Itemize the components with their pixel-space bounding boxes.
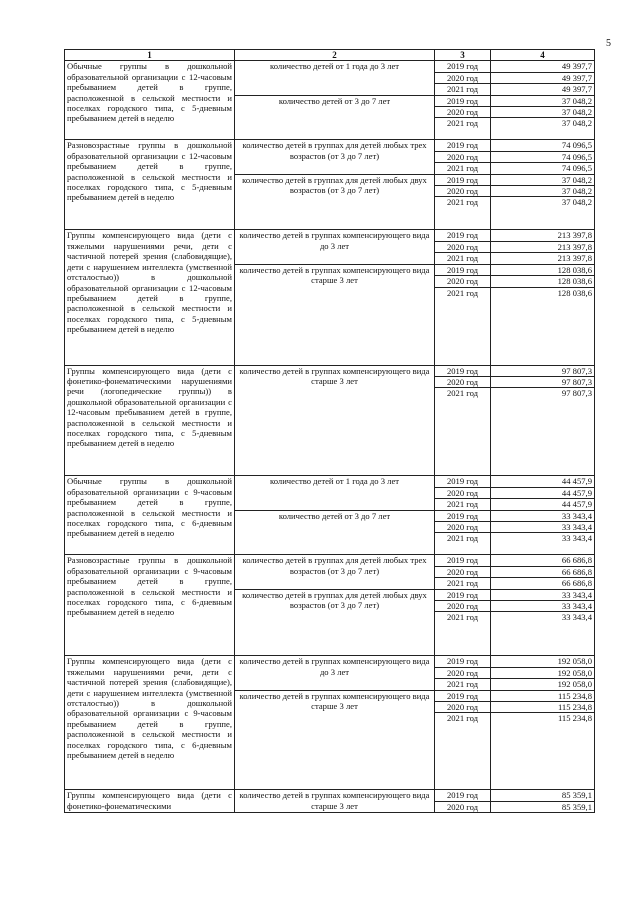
group-name-cell: Обычные группы в дошкольной образовательной организации с 12-часовым пребыванием детей в группе, расположенной в сельской местности и поселках городского типа, с 5-дневным пребыванием детей в неделю (65, 61, 235, 140)
table-row (65, 61, 595, 72)
year-cell: 2020 год (435, 600, 491, 611)
year-cell: 2020 год (435, 151, 491, 162)
amount-cell: 37 048,2 (491, 118, 595, 140)
amount-cell: 66 686,8 (491, 566, 595, 577)
year-cell: 2020 год (435, 241, 491, 252)
group-name-cell: Разновозрастные группы в дошкольной образовательной организации с 12-часовым пребыванием детей в группе, расположенной в сельской местности и поселках городского типа, с 5-дневным пребыванием детей в неделю (65, 140, 235, 230)
year-cell: 2019 год (435, 61, 491, 72)
year-cell: 2019 год (435, 656, 491, 667)
indicator-cell: количество детей от 1 года до 3 лет (235, 476, 435, 510)
amount-cell: 115 234,8 (491, 702, 595, 713)
indicator-cell: количество детей в группах для детей любых двух возрастов (от 3 до 7 лет) (235, 589, 435, 656)
tariff-table (64, 49, 595, 813)
year-cell: 2020 год (435, 667, 491, 678)
year-cell: 2021 год (435, 253, 491, 264)
amount-cell: 85 359,1 (491, 790, 595, 801)
amount-cell: 74 096,5 (491, 140, 595, 151)
amount-cell: 85 359,1 (491, 801, 595, 812)
amount-cell: 33 343,4 (491, 600, 595, 611)
indicator-cell: количество детей от 3 до 7 лет (235, 95, 435, 140)
indicator-cell: количество детей в группах для детей любых трех возрастов (от 3 до 7 лет) (235, 555, 435, 589)
table-row (65, 476, 595, 487)
year-cell: 2021 год (435, 578, 491, 589)
year-cell: 2019 год (435, 555, 491, 566)
amount-cell: 37 048,2 (491, 107, 595, 118)
amount-cell: 37 048,2 (491, 95, 595, 106)
table-body (65, 61, 595, 813)
amount-cell: 44 457,9 (491, 487, 595, 498)
year-cell: 2019 год (435, 790, 491, 801)
group-name-cell: Группы компенсирующего вида (дети с тяжелыми нарушениями речи, дети с частичной потерей зрения (слабовидящие), дети с нарушением интеллекта (умственной отсталостью)) в дошкольной образовательной организации с 12-часовым пребыванием детей в группе, расположенной в сельской местности и поселках городского типа, с 5-дневным пребыванием детей в неделю (65, 230, 235, 365)
amount-cell: 44 457,9 (491, 476, 595, 487)
year-cell: 2019 год (435, 95, 491, 106)
indicator-cell: количество детей в группах компенсирующего вида старше 3 лет (235, 365, 435, 476)
amount-cell: 97 807,3 (491, 376, 595, 387)
amount-cell: 33 343,4 (491, 533, 595, 555)
amount-cell: 33 343,4 (491, 612, 595, 656)
amount-cell: 213 397,8 (491, 241, 595, 252)
amount-cell: 66 686,8 (491, 555, 595, 566)
year-cell: 2021 год (435, 713, 491, 790)
year-cell: 2021 год (435, 163, 491, 174)
indicator-cell: количество детей в группах компенсирующего вида до 3 лет (235, 656, 435, 690)
amount-cell: 128 038,6 (491, 276, 595, 287)
amount-cell: 33 343,4 (491, 589, 595, 600)
year-cell: 2021 год (435, 287, 491, 365)
year-cell: 2020 год (435, 276, 491, 287)
amount-cell: 66 686,8 (491, 578, 595, 589)
year-cell: 2021 год (435, 499, 491, 510)
amount-cell: 33 343,4 (491, 510, 595, 521)
year-cell: 2020 год (435, 107, 491, 118)
year-cell: 2019 год (435, 140, 491, 151)
amount-cell: 97 807,3 (491, 365, 595, 376)
group-name-cell: Группы компенсирующего вида (дети с фонетико-фонематическими нарушениями речи (логопедические группы)) в дошкольной образовательной организации с 12-часовым пребыванием детей в группе, расположенной в сельской местности и поселках городского типа, с 5-дневным пребыванием детей в неделю (65, 365, 235, 476)
year-cell: 2020 год (435, 801, 491, 812)
column-header: 4 (491, 50, 595, 61)
indicator-cell: количество детей в группах для детей любых трех возрастов (от 3 до 7 лет) (235, 140, 435, 174)
amount-cell: 49 397,7 (491, 84, 595, 95)
amount-cell: 37 048,2 (491, 186, 595, 197)
year-cell: 2020 год (435, 521, 491, 532)
amount-cell: 37 048,2 (491, 174, 595, 185)
indicator-cell: количество детей от 3 до 7 лет (235, 510, 435, 555)
amount-cell: 33 343,4 (491, 521, 595, 532)
header-row (65, 50, 595, 61)
amount-cell: 44 457,9 (491, 499, 595, 510)
amount-cell: 192 058,0 (491, 679, 595, 690)
year-cell: 2021 год (435, 197, 491, 230)
amount-cell: 97 807,3 (491, 388, 595, 476)
year-cell: 2020 год (435, 487, 491, 498)
amount-cell: 49 397,7 (491, 61, 595, 72)
year-cell: 2019 год (435, 476, 491, 487)
group-name-cell: Разновозрастные группы в дошкольной образовательной организации с 9-часовым пребыванием детей в группе, расположенной в сельской местности и поселках городского типа, с 6-дневным пребыванием детей в неделю (65, 555, 235, 656)
column-header: 1 (65, 50, 235, 61)
indicator-cell: количество детей в группах компенсирующего вида старше 3 лет (235, 264, 435, 365)
indicator-cell: количество детей от 1 года до 3 лет (235, 61, 435, 95)
year-cell: 2021 год (435, 533, 491, 555)
year-cell: 2020 год (435, 186, 491, 197)
table-row (65, 365, 595, 376)
table-row (65, 656, 595, 667)
year-cell: 2021 год (435, 612, 491, 656)
year-cell: 2021 год (435, 118, 491, 140)
year-cell: 2020 год (435, 702, 491, 713)
year-cell: 2020 год (435, 566, 491, 577)
year-cell: 2021 год (435, 679, 491, 690)
year-cell: 2020 год (435, 376, 491, 387)
column-header: 2 (235, 50, 435, 61)
group-name-cell: Обычные группы в дошкольной образовательной организации с 9-часовым пребыванием детей в группе, расположенной в сельской местности и поселках городского типа, с 6-дневным пребыванием детей в неделю (65, 476, 235, 555)
indicator-cell: количество детей в группах компенсирующего вида старше 3 лет (235, 690, 435, 790)
amount-cell: 128 038,6 (491, 264, 595, 275)
year-cell: 2019 год (435, 230, 491, 241)
page-number: 5 (606, 38, 611, 49)
amount-cell: 37 048,2 (491, 197, 595, 230)
amount-cell: 115 234,8 (491, 713, 595, 790)
amount-cell: 49 397,7 (491, 72, 595, 83)
year-cell: 2019 год (435, 264, 491, 275)
amount-cell: 128 038,6 (491, 287, 595, 365)
amount-cell: 74 096,5 (491, 163, 595, 174)
indicator-cell: количество детей в группах компенсирующего вида старше 3 лет (235, 790, 435, 813)
column-header: 3 (435, 50, 491, 61)
amount-cell: 74 096,5 (491, 151, 595, 162)
table-row (65, 140, 595, 151)
amount-cell: 213 397,8 (491, 230, 595, 241)
indicator-cell: количество детей в группах для детей любых двух возрастов (от 3 до 7 лет) (235, 174, 435, 230)
year-cell: 2019 год (435, 589, 491, 600)
group-name-cell: Группы компенсирующего вида (дети с тяжелыми нарушениями речи, дети с частичной потерей зрения (слабовидящие), дети с нарушением интеллекта (умственной отсталостью)) в дошкольной образовательной организации с 9-часовым пребыванием детей в группе, расположенной в сельской местности и поселках городского типа, с 6-дневным пребыванием детей в неделю (65, 656, 235, 790)
amount-cell: 213 397,8 (491, 253, 595, 264)
table-row (65, 230, 595, 241)
table-row (65, 555, 595, 566)
year-cell: 2021 год (435, 84, 491, 95)
year-cell: 2019 год (435, 365, 491, 376)
table-row (65, 790, 595, 801)
year-cell: 2021 год (435, 388, 491, 476)
amount-cell: 192 058,0 (491, 667, 595, 678)
indicator-cell: количество детей в группах компенсирующего вида до 3 лет (235, 230, 435, 264)
year-cell: 2019 год (435, 690, 491, 701)
year-cell: 2019 год (435, 510, 491, 521)
amount-cell: 115 234,8 (491, 690, 595, 701)
year-cell: 2020 год (435, 72, 491, 83)
amount-cell: 192 058,0 (491, 656, 595, 667)
year-cell: 2019 год (435, 174, 491, 185)
group-name-cell: Группы компенсирующего вида (дети с фонетико-фонематическими (65, 790, 235, 813)
